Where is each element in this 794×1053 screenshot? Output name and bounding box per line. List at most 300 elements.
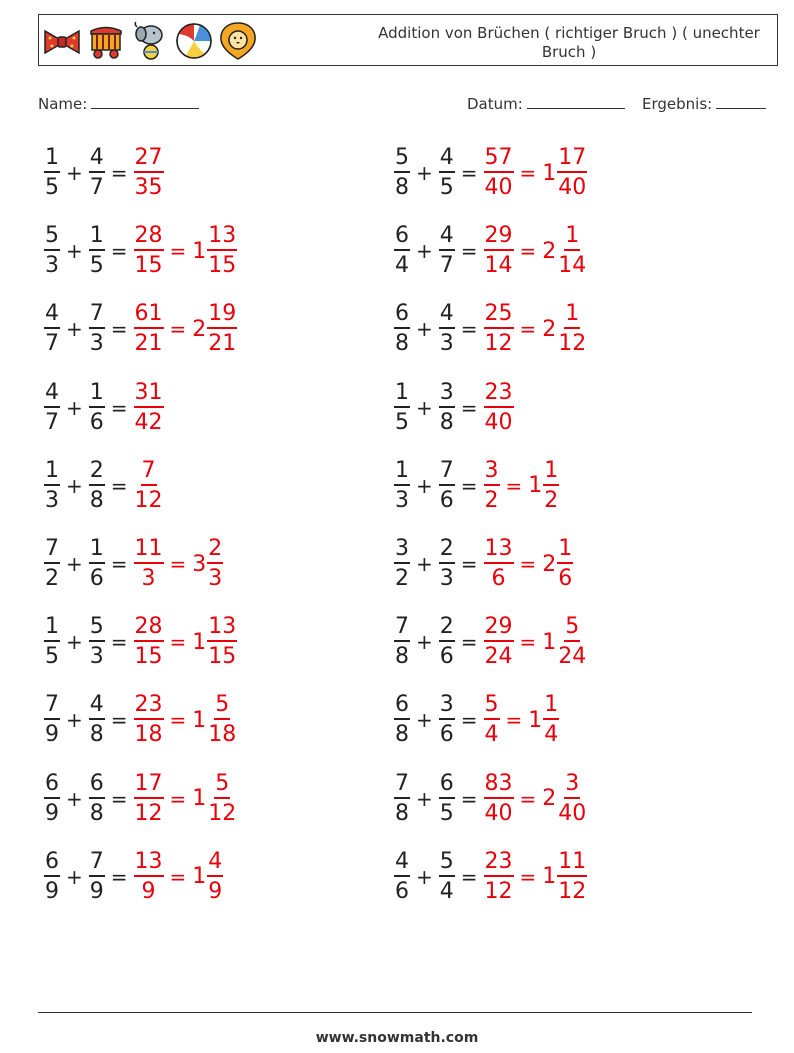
equals-sign: = [460, 239, 478, 264]
numerator: 2 [439, 535, 455, 564]
answer [484, 770, 588, 828]
mixed-fraction [207, 222, 237, 280]
denominator: 5 [439, 800, 454, 826]
addend-fraction [89, 613, 105, 671]
answer [484, 222, 588, 280]
mixed-fraction [543, 691, 559, 749]
denominator: 6 [439, 722, 454, 748]
denominator: 8 [395, 722, 409, 748]
answer-fraction [134, 457, 164, 515]
denominator: 9 [141, 878, 156, 904]
denominator: 24 [558, 644, 587, 670]
denominator: 8 [89, 800, 104, 826]
numerator: 5 [394, 144, 410, 173]
numerator: 2 [207, 535, 223, 564]
numerator: 28 [134, 222, 164, 251]
equals-sign: = [110, 161, 128, 185]
numerator: 1 [564, 300, 580, 329]
answer-fraction [484, 379, 514, 437]
answer-fraction [484, 691, 500, 749]
mixed-whole: 1 [528, 707, 543, 733]
denominator: 7 [45, 331, 59, 357]
numerator: 6 [394, 222, 410, 251]
mixed-fraction [557, 613, 587, 671]
addend-fraction [89, 222, 105, 280]
numerator: 7 [394, 770, 410, 799]
numerator: 11 [557, 848, 587, 877]
mixed-fraction [207, 300, 237, 358]
denominator: 2 [45, 566, 59, 591]
denominator: 12 [134, 487, 163, 513]
equals-sign: = [519, 239, 537, 264]
answer [484, 300, 588, 358]
numerator: 1 [394, 379, 410, 408]
denominator: 4 [439, 878, 454, 904]
equals-sign: = [519, 864, 537, 889]
denominator: 8 [395, 175, 409, 200]
addend-fraction [44, 691, 60, 749]
equals-sign: = [169, 708, 187, 733]
mixed-whole: 1 [192, 786, 207, 812]
numerator: 1 [44, 457, 60, 486]
plus-sign: + [66, 317, 83, 342]
numerator: 25 [484, 300, 514, 329]
numerator: 5 [484, 691, 500, 720]
equals-sign: = [110, 395, 128, 420]
problem-row [394, 142, 587, 204]
answer [134, 222, 238, 280]
date-field [467, 94, 625, 113]
denominator: 3 [45, 487, 59, 513]
denominator: 6 [89, 566, 104, 591]
numerator: 2 [89, 457, 105, 486]
denominator: 5 [89, 253, 104, 279]
problem-row [44, 846, 223, 908]
denominator: 18 [208, 722, 237, 748]
denominator: 4 [544, 722, 559, 748]
numerator: 7 [44, 535, 60, 564]
answer [484, 535, 574, 593]
numerator: 5 [214, 770, 230, 799]
denominator: 5 [395, 409, 409, 435]
numerator: 6 [44, 770, 60, 799]
denominator: 9 [45, 800, 59, 826]
equals-sign: = [110, 630, 128, 655]
addend-fraction [44, 379, 60, 437]
equals-sign: = [460, 786, 478, 811]
problem-row [44, 220, 237, 282]
numerator: 1 [89, 535, 105, 564]
denominator: 3 [45, 253, 59, 279]
denominator: 2 [544, 487, 559, 513]
numerator: 5 [89, 613, 105, 642]
lion-icon [219, 21, 257, 61]
mixed-whole: 1 [192, 707, 207, 733]
mixed-fraction [543, 457, 559, 515]
numerator: 6 [44, 848, 60, 877]
numerator: 6 [394, 691, 410, 720]
denominator: 4 [395, 253, 409, 279]
equals-sign: = [110, 786, 128, 811]
circus-wagon-icon [87, 21, 125, 61]
denominator: 40 [484, 409, 513, 435]
answer-fraction [134, 535, 164, 593]
addend-fraction [394, 691, 410, 749]
mixed-whole: 2 [542, 316, 557, 342]
numerator: 57 [484, 144, 514, 173]
denominator: 5 [45, 644, 59, 670]
mixed-fraction [557, 770, 587, 828]
answer-fraction [484, 535, 514, 593]
addend-fraction [89, 691, 105, 749]
mixed-fraction [207, 535, 223, 593]
numerator: 7 [141, 457, 157, 486]
mixed-whole: 1 [192, 238, 207, 264]
numerator: 1 [44, 613, 60, 642]
answer [134, 691, 238, 749]
numerator: 17 [134, 770, 164, 799]
numerator: 31 [134, 379, 164, 408]
denominator: 3 [208, 566, 223, 591]
addend-fraction [394, 535, 410, 593]
numerator: 1 [89, 379, 105, 408]
answer [484, 144, 588, 202]
mixed-whole: 1 [528, 473, 543, 499]
answer [484, 691, 560, 749]
numerator: 4 [89, 144, 105, 173]
plus-sign: + [416, 552, 433, 576]
numerator: 3 [564, 770, 580, 799]
denominator: 9 [45, 878, 59, 904]
result-field [642, 94, 766, 113]
problem-row [394, 689, 559, 751]
numerator: 28 [134, 613, 164, 642]
footer-divider [38, 1012, 752, 1013]
numerator: 3 [439, 379, 455, 408]
numerator: 5 [564, 613, 580, 642]
denominator: 2 [395, 566, 409, 591]
mixed-whole: 2 [542, 238, 557, 264]
date-label: Datum: [467, 95, 523, 113]
denominator: 21 [134, 331, 163, 357]
denominator: 9 [208, 878, 223, 904]
problem-row [44, 377, 164, 439]
denominator: 15 [134, 644, 163, 670]
mixed-whole: 2 [192, 316, 207, 342]
numerator: 1 [89, 222, 105, 251]
problem-row [394, 220, 587, 282]
denominator: 12 [558, 878, 587, 904]
answer [484, 457, 560, 515]
denominator: 12 [558, 331, 587, 357]
numerator: 29 [484, 613, 514, 642]
mixed-fraction [557, 300, 587, 358]
denominator: 3 [89, 331, 104, 357]
denominator: 3 [395, 487, 409, 513]
equals-sign: = [110, 239, 128, 264]
plus-sign: + [416, 317, 433, 342]
numerator: 27 [134, 144, 164, 173]
plus-sign: + [416, 786, 433, 811]
answer [484, 613, 588, 671]
denominator: 5 [45, 175, 59, 200]
denominator: 8 [395, 644, 409, 670]
mixed-fraction [557, 222, 587, 280]
problem-row [394, 533, 573, 595]
answer-fraction [484, 848, 514, 906]
equals-sign: = [460, 317, 478, 342]
answer-fraction [134, 770, 164, 828]
denominator: 9 [45, 722, 59, 748]
mixed-whole: 2 [542, 551, 557, 577]
addend-fraction [394, 457, 410, 515]
equals-sign: = [110, 552, 128, 576]
answer-fraction [484, 770, 514, 828]
numerator: 5 [44, 222, 60, 251]
denominator: 3 [89, 644, 104, 670]
answer-fraction [484, 457, 500, 515]
answer [484, 848, 588, 906]
answer-fraction [484, 144, 514, 202]
numerator: 13 [134, 848, 164, 877]
numerator: 1 [564, 222, 580, 251]
addend-fraction [439, 535, 455, 593]
denominator: 14 [484, 253, 513, 279]
denominator: 15 [208, 644, 237, 670]
mixed-whole: 1 [192, 629, 207, 655]
denominator: 14 [558, 253, 587, 279]
addend-fraction [44, 144, 60, 202]
denominator: 3 [439, 566, 454, 591]
beach-ball-icon [175, 21, 213, 61]
equals-sign: = [460, 864, 478, 889]
numerator: 83 [484, 770, 514, 799]
denominator: 12 [484, 878, 513, 904]
addend-fraction [439, 300, 455, 358]
answer [134, 457, 164, 515]
numerator: 3 [484, 457, 500, 486]
answer [134, 144, 164, 202]
numerator: 4 [89, 691, 105, 720]
numerator: 4 [44, 300, 60, 329]
numerator: 7 [394, 613, 410, 642]
equals-sign: = [169, 786, 187, 811]
numerator: 4 [439, 222, 455, 251]
addend-fraction [44, 613, 60, 671]
answer [134, 300, 238, 358]
numerator: 4 [44, 379, 60, 408]
numerator: 17 [557, 144, 587, 173]
numerator: 13 [484, 535, 514, 564]
answer-fraction [134, 691, 164, 749]
problem-row [394, 298, 587, 360]
numerator: 23 [484, 848, 514, 877]
denominator: 40 [484, 800, 513, 826]
mixed-fraction [207, 770, 237, 828]
equals-sign: = [110, 708, 128, 733]
answer-fraction [134, 222, 164, 280]
equals-sign: = [110, 473, 128, 498]
denominator: 40 [558, 175, 587, 200]
problem-row [44, 142, 164, 204]
denominator: 8 [89, 722, 104, 748]
mixed-whole: 1 [542, 160, 557, 186]
mixed-whole: 2 [542, 786, 557, 812]
elephant-ball-icon [131, 21, 169, 61]
numerator: 4 [439, 144, 455, 173]
mixed-fraction [557, 535, 573, 593]
equals-sign: = [519, 630, 537, 655]
answer-fraction [484, 300, 514, 358]
equals-sign: = [460, 473, 478, 498]
denominator: 15 [208, 253, 237, 279]
denominator: 12 [208, 800, 237, 826]
denominator: 8 [89, 487, 104, 513]
name-field [38, 94, 199, 113]
equals-sign: = [519, 317, 537, 342]
numerator: 23 [134, 691, 164, 720]
denominator: 24 [484, 644, 513, 670]
numerator: 13 [207, 613, 237, 642]
answer [134, 535, 224, 593]
numerator: 3 [394, 535, 410, 564]
addend-fraction [89, 457, 105, 515]
numerator: 5 [214, 691, 230, 720]
plus-sign: + [66, 239, 83, 264]
addend-fraction [439, 691, 455, 749]
mixed-whole: 1 [542, 864, 557, 890]
numerator: 7 [89, 848, 105, 877]
answer [134, 613, 238, 671]
equals-sign: = [460, 161, 478, 185]
denominator: 8 [395, 331, 409, 357]
numerator: 29 [484, 222, 514, 251]
answer-fraction [484, 222, 514, 280]
numerator: 7 [439, 457, 455, 486]
plus-sign: + [66, 552, 83, 576]
result-label: Ergebnis: [642, 95, 713, 113]
addend-fraction [44, 457, 60, 515]
answer-fraction [134, 144, 164, 202]
addend-fraction [44, 770, 60, 828]
problem-row [44, 533, 223, 595]
problem-row [44, 298, 237, 360]
plus-sign: + [416, 708, 433, 733]
addend-fraction [394, 379, 410, 437]
denominator: 7 [439, 253, 454, 279]
equals-sign: = [169, 630, 187, 655]
numerator: 1 [44, 144, 60, 173]
denominator: 12 [134, 800, 163, 826]
addend-fraction [394, 770, 410, 828]
numerator: 61 [134, 300, 164, 329]
answer-fraction [484, 613, 514, 671]
denominator: 40 [558, 800, 587, 826]
addend-fraction [44, 222, 60, 280]
mixed-fraction [207, 691, 237, 749]
problem-row [394, 768, 587, 830]
addend-fraction [439, 144, 455, 202]
denominator: 6 [439, 644, 454, 670]
equals-sign: = [505, 473, 523, 498]
addend-fraction [394, 300, 410, 358]
plus-sign: + [66, 473, 83, 498]
plus-sign: + [416, 395, 433, 420]
denominator: 8 [395, 800, 409, 826]
plus-sign: + [66, 395, 83, 420]
header-box [38, 14, 778, 66]
plus-sign: + [66, 161, 83, 185]
addend-fraction [394, 144, 410, 202]
numerator: 3 [439, 691, 455, 720]
addend-fraction [44, 848, 60, 906]
addend-fraction [439, 848, 455, 906]
addend-fraction [439, 222, 455, 280]
problem-row [44, 768, 237, 830]
numerator: 4 [207, 848, 223, 877]
equals-sign: = [169, 552, 187, 576]
numerator: 5 [439, 848, 455, 877]
answer [484, 379, 514, 437]
result-line [716, 94, 766, 109]
problem-row [394, 611, 587, 673]
worksheet-title: Addition von Brüchen ( richtiger Bruch ) ( unechter Bruch ) [378, 24, 760, 61]
addend-fraction [89, 379, 105, 437]
addend-fraction [89, 300, 105, 358]
denominator: 8 [439, 409, 454, 435]
denominator: 42 [134, 409, 163, 435]
numerator: 7 [44, 691, 60, 720]
plus-sign: + [66, 630, 83, 655]
denominator: 7 [89, 175, 104, 200]
equals-sign: = [460, 708, 478, 733]
numerator: 19 [207, 300, 237, 329]
equals-sign: = [169, 317, 187, 342]
denominator: 9 [89, 878, 104, 904]
numerator: 13 [207, 222, 237, 251]
denominator: 18 [134, 722, 163, 748]
plus-sign: + [66, 708, 83, 733]
denominator: 3 [141, 566, 156, 591]
equals-sign: = [519, 161, 537, 185]
problem-row [44, 455, 164, 517]
denominator: 3 [439, 331, 454, 357]
equals-sign: = [505, 708, 523, 733]
mixed-fraction [557, 144, 587, 202]
footer-url: www.snowmath.com [315, 1030, 479, 1046]
denominator: 6 [395, 878, 409, 904]
addend-fraction [394, 613, 410, 671]
date-line [527, 94, 625, 109]
addend-fraction [44, 535, 60, 593]
answer-fraction [134, 848, 164, 906]
mixed-whole: 1 [192, 864, 207, 890]
numerator: 1 [557, 535, 573, 564]
plus-sign: + [66, 864, 83, 889]
denominator: 2 [484, 487, 499, 513]
addend-fraction [89, 535, 105, 593]
mixed-fraction [207, 613, 237, 671]
name-line [91, 94, 199, 109]
addend-fraction [89, 770, 105, 828]
numerator: 1 [543, 457, 559, 486]
addend-fraction [89, 144, 105, 202]
plus-sign: + [416, 630, 433, 655]
addend-fraction [439, 379, 455, 437]
mixed-whole: 3 [192, 551, 207, 577]
equals-sign: = [460, 395, 478, 420]
numerator: 2 [439, 613, 455, 642]
